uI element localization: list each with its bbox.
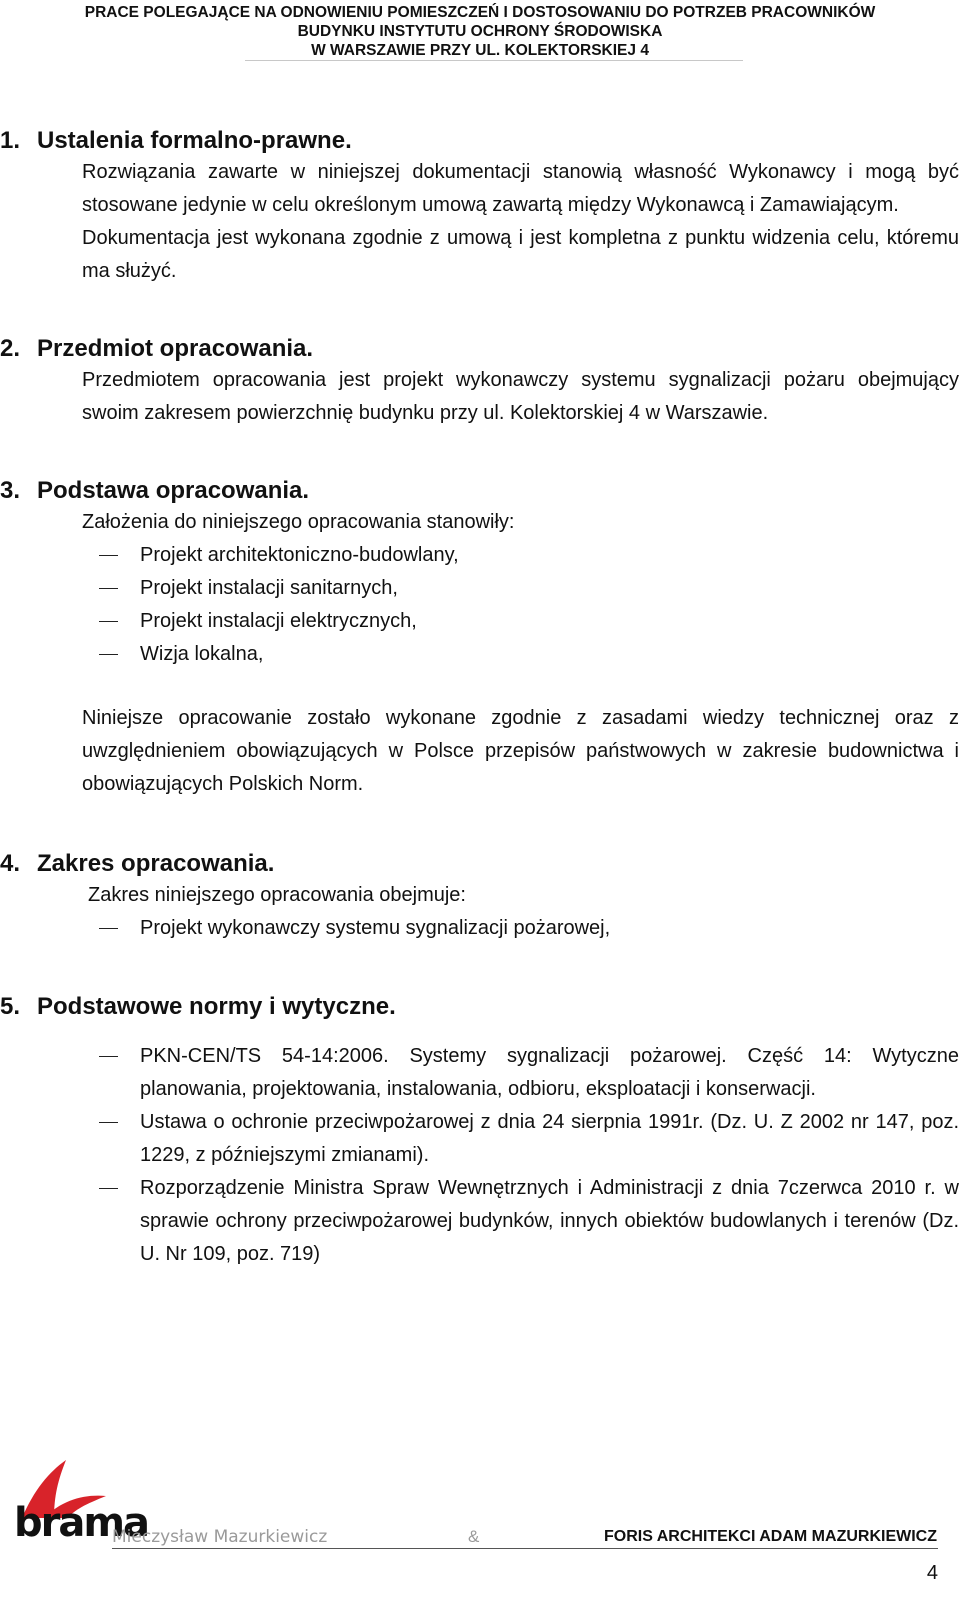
header-line-2: BUDYNKU INSTYTUTU OCHRONY ŚRODOWISKA <box>297 23 663 40</box>
list-item <box>140 912 959 945</box>
section-4-list <box>0 912 960 945</box>
dash-bullet-icon <box>99 621 118 622</box>
section-title: Ustalenia formalno-prawne. <box>37 127 352 154</box>
list-item <box>140 1106 959 1172</box>
footer-author: Mieczysław Mazurkiewicz <box>112 1527 328 1547</box>
document-header <box>0 0 960 60</box>
dash-bullet-icon <box>99 555 118 556</box>
section-4-intro: Zakres niniejszego opracowania obejmuje: <box>88 884 466 906</box>
section-number: 5. <box>0 993 21 1020</box>
list-item-text: Rozporządzenie Ministra Spraw Wewnętrznych i Administracji z dnia 7czerwca 2010 r. w sprawie ochrony przeciwpożarowej budynków, innych obiektów budowlanych i terenów (Dz. U. Nr 109, poz. 719) <box>140 1177 959 1265</box>
footer-divider <box>112 1548 938 1549</box>
logo-wordmark: brama <box>14 1500 149 1546</box>
dash-bullet-icon <box>99 1188 118 1189</box>
list-item <box>140 539 959 572</box>
section-1-paragraph-1: Rozwiązania zawarte w niniejszej dokumentacji stanowią własność Wykonawcy i mogą być stosowane jedynie w celu określonym umową zawartą między Wykonawcą i Zamawiającym. <box>82 161 959 216</box>
section-number: 4. <box>0 850 21 877</box>
list-item-text: PKN-CEN/TS 54-14:2006. Systemy sygnalizacji pożarowej. Część 14: Wytyczne planowania, projektowania, instalowania, odbioru, eksploatacji i konserwacji. <box>140 1045 959 1100</box>
section-3-intro: Założenia do niniejszego opracowania stanowiły: <box>82 511 515 533</box>
list-item-text: Ustawa o ochronie przeciwpożarowej z dnia 24 sierpnia 1991r. (Dz. U. Z 2002 nr 147, poz. 1229, z późniejszymi zmianami). <box>140 1111 959 1166</box>
section-2-paragraph: Przedmiotem opracowania jest projekt wykonawczy systemu sygnalizacji pożaru obejmujący swoim zakresem powierzchnię budynku przy ul. Kolektorskiej 4 w Warszawie. <box>82 369 959 424</box>
section-number: 1. <box>0 127 21 154</box>
section-number: 3. <box>0 477 21 504</box>
list-item <box>140 605 959 638</box>
header-line-3: W WARSZAWIE PRZY UL. KOLEKTORSKIEJ 4 <box>311 42 649 59</box>
list-item-text: Projekt architektoniczno-budowlany, <box>140 544 459 566</box>
section-4-heading <box>0 849 960 879</box>
list-item-text: Projekt wykonawczy systemu sygnalizacji pożarowej, <box>140 917 611 939</box>
section-title: Przedmiot opracowania. <box>37 335 314 362</box>
dash-bullet-icon <box>99 1056 118 1057</box>
list-item-text: Projekt instalacji elektrycznych, <box>140 610 417 632</box>
header-divider <box>245 60 743 61</box>
list-item <box>140 1040 959 1106</box>
dash-bullet-icon <box>99 928 118 929</box>
section-1-paragraph-2: Dokumentacja jest wykonana zgodnie z umową i jest kompletna z punktu widzenia celu, któremu ma służyć. <box>82 227 959 282</box>
list-item <box>140 638 959 671</box>
footer-ampersand: & <box>468 1527 480 1546</box>
dash-bullet-icon <box>99 588 118 589</box>
footer-company: FORIS ARCHITEKCI ADAM MAZURKIEWICZ <box>603 1528 937 1545</box>
section-3-closing: Niniejsze opracowanie zostało wykonane zgodnie z zasadami wiedzy technicznej oraz z uwzględnieniem obowiązujących w Polsce przepisów państwowych w zakresie budownictwa i obowiązujących Polskich Norm. <box>82 707 959 795</box>
section-3-heading <box>0 476 960 506</box>
section-3-list <box>0 539 960 671</box>
list-item <box>140 1172 959 1271</box>
list-item-text: Projekt instalacji sanitarnych, <box>140 577 398 599</box>
document-footer <box>0 1460 960 1550</box>
section-5-heading <box>0 992 960 1022</box>
list-item-text: Wizja lokalna, <box>140 643 264 665</box>
section-2-heading <box>0 334 960 364</box>
section-1-heading <box>0 126 960 156</box>
page-number: 4 <box>926 1562 938 1584</box>
section-title: Podstawowe normy i wytyczne. <box>37 993 396 1020</box>
section-number: 2. <box>0 335 21 362</box>
section-title: Podstawa opracowania. <box>37 477 310 504</box>
section-5-list <box>0 1040 960 1271</box>
list-item <box>140 572 959 605</box>
dash-bullet-icon <box>99 654 118 655</box>
document-body <box>0 126 960 1271</box>
dash-bullet-icon <box>99 1122 118 1123</box>
header-line-1: PRACE POLEGAJĄCE NA ODNOWIENIU POMIESZCZEŃ I DOSTOSOWANIU DO POTRZEB PRACOWNIKÓW <box>84 4 876 21</box>
section-title: Zakres opracowania. <box>37 850 275 877</box>
